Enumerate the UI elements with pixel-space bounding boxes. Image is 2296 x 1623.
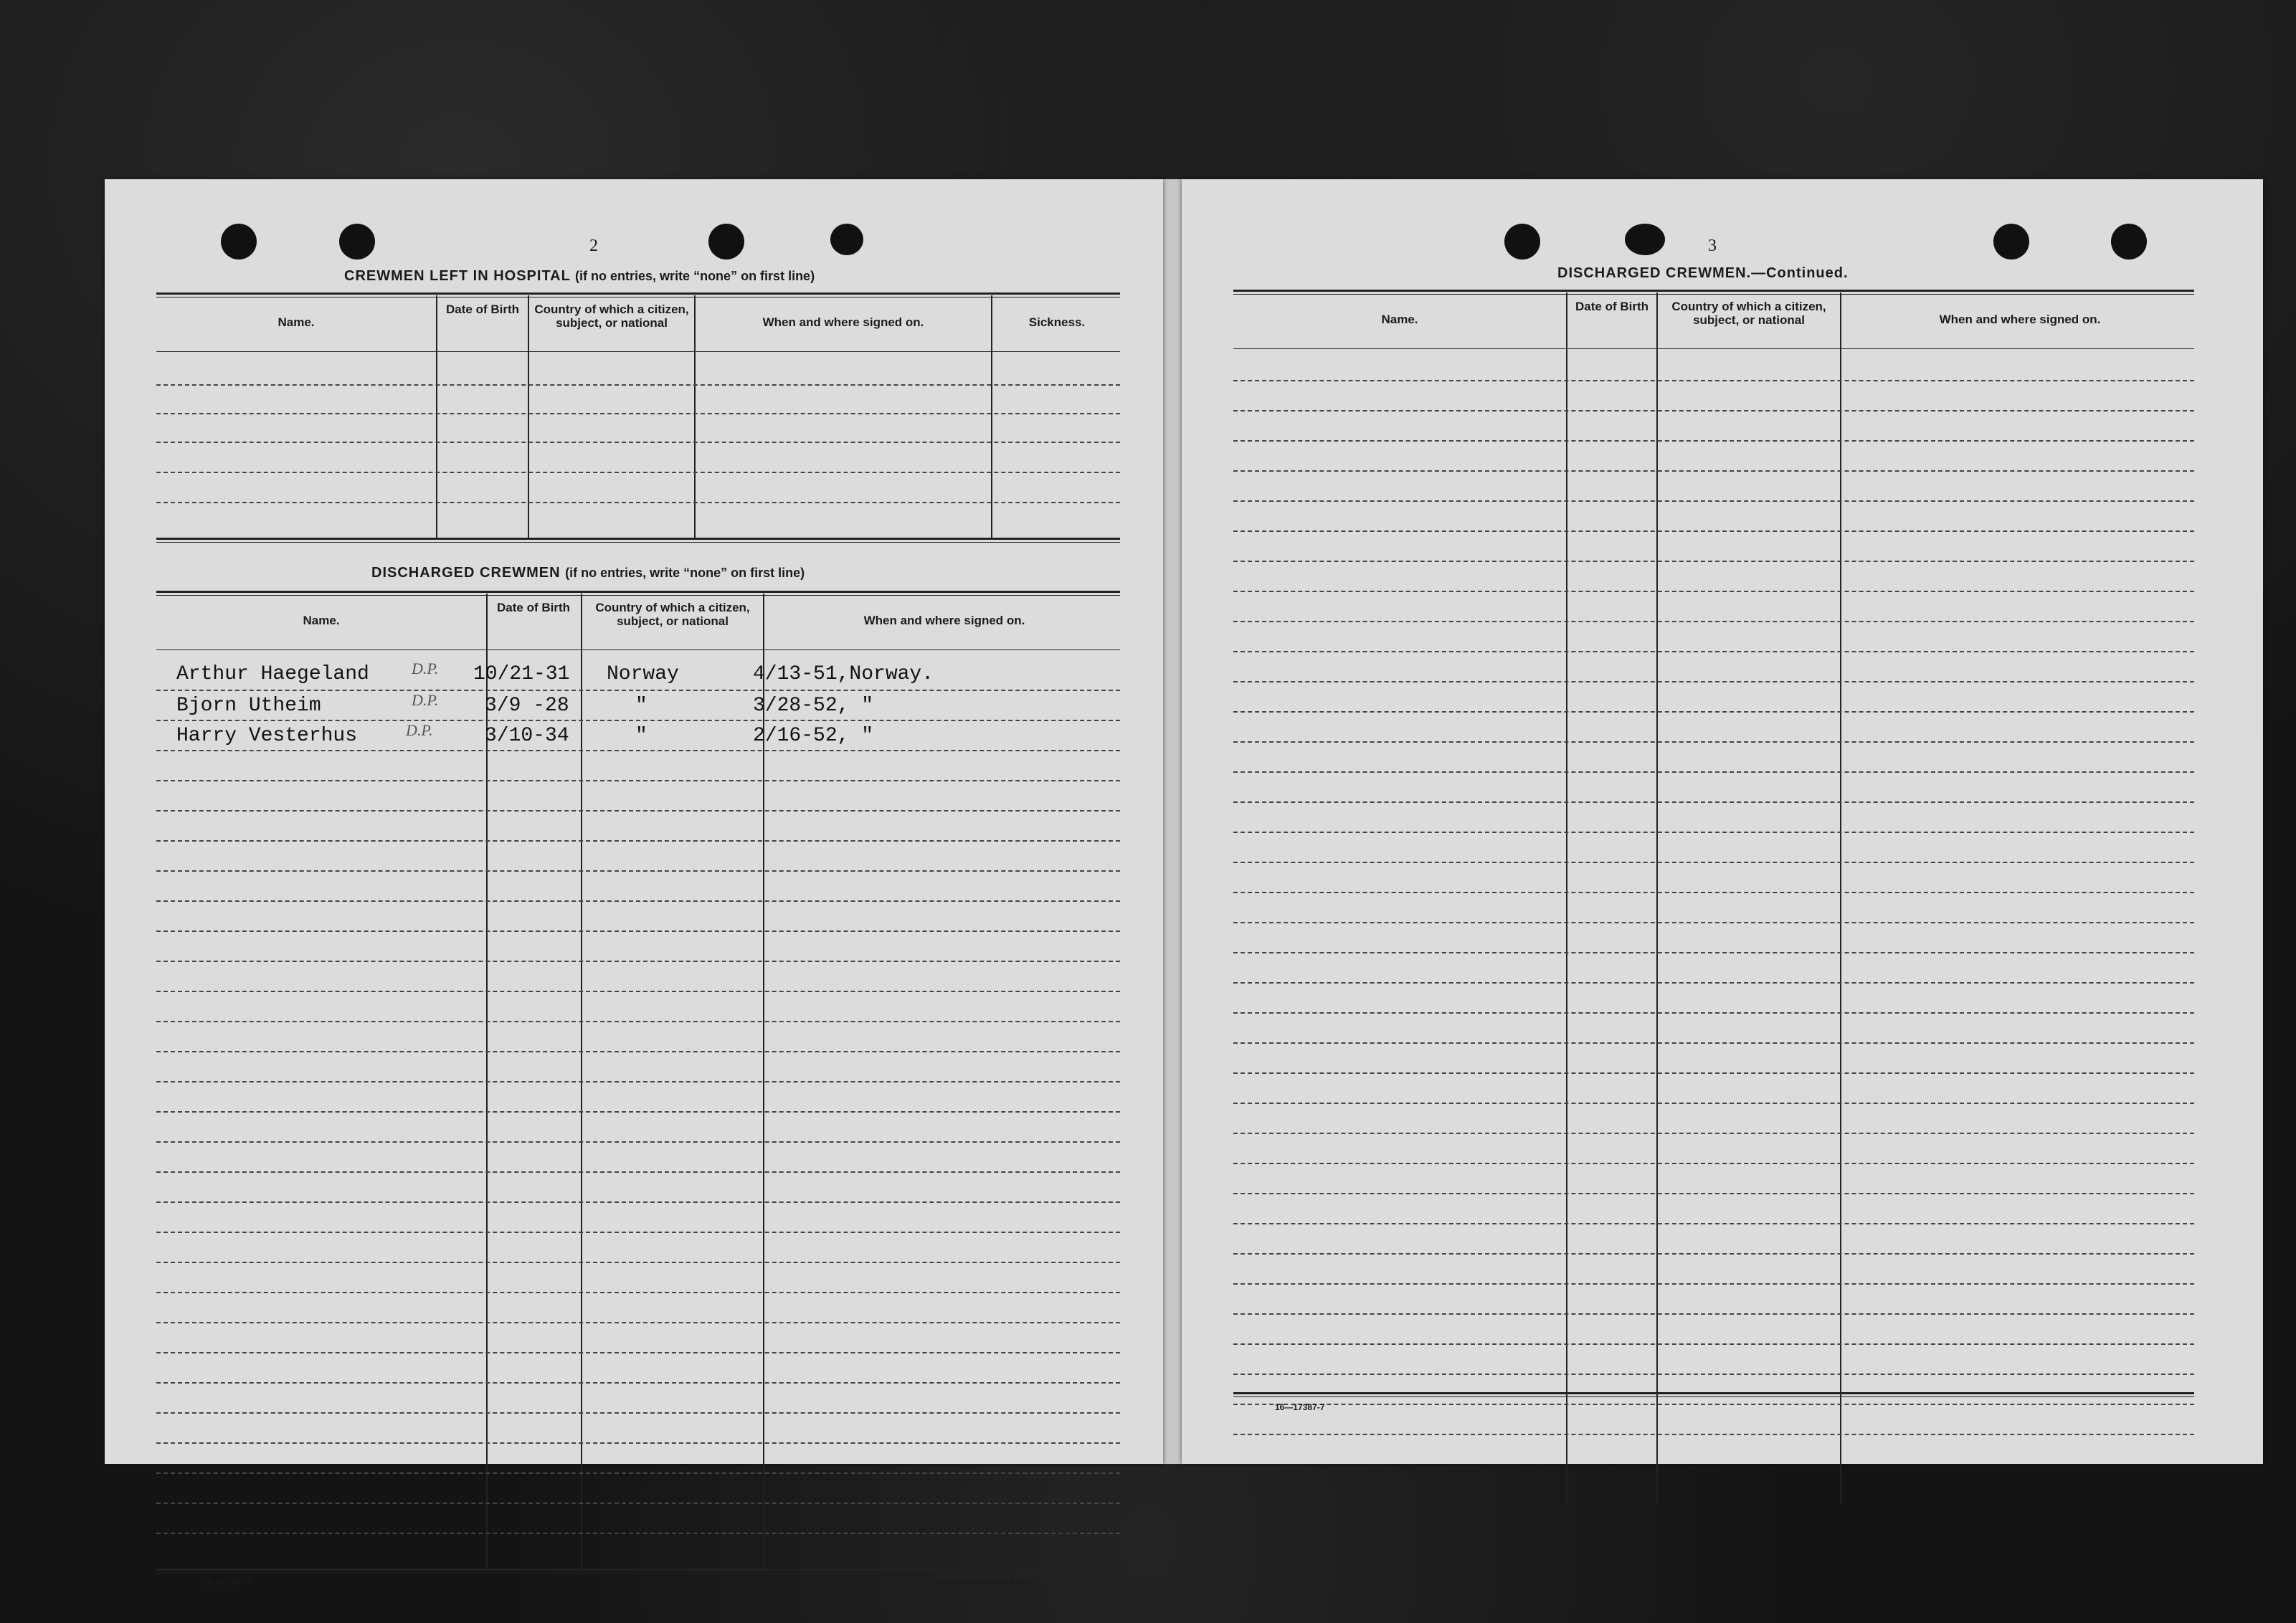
signed-on: 4/13-51,Norway. xyxy=(753,663,934,685)
punch-hole xyxy=(830,224,863,255)
header-name: Name. xyxy=(303,614,340,627)
left-page xyxy=(105,179,1163,1587)
date-of-birth: 3/10-34 xyxy=(485,725,569,747)
crewman-name: Bjorn Utheim xyxy=(176,695,321,717)
page-gutter xyxy=(1163,179,1182,1464)
header-country: Country of which a citizen, subject, or national xyxy=(595,601,750,628)
header-name: Name. xyxy=(277,315,315,329)
punch-hole xyxy=(1993,224,2029,260)
punch-hole xyxy=(1625,224,1665,255)
signed-on: 3/28-52, " xyxy=(753,695,874,717)
header-signed-on: When and where signed on. xyxy=(762,315,924,329)
header-signed-on: When and where signed on. xyxy=(1939,313,2101,326)
header-country: Country of which a citizen, subject, or national xyxy=(534,303,689,330)
table-bottom-rule xyxy=(156,1569,1120,1571)
header-rule xyxy=(156,351,1120,352)
continued-note: CONTINUED ON NEXT PAGE. xyxy=(934,1579,1033,1586)
discharged-section-title: DISCHARGED CREWMEN (if no entries, write “none” on first line) xyxy=(371,565,805,581)
header-signed-on: When and where signed on. xyxy=(863,614,1025,627)
page-number: 2 xyxy=(589,237,598,255)
header-rule xyxy=(156,649,1120,650)
page-number: 3 xyxy=(1708,237,1717,255)
table-top-rule xyxy=(1233,290,2194,292)
table-top-rule xyxy=(156,292,1120,295)
handwritten-mark: D.P. xyxy=(412,660,439,677)
form-code: 16—17387-7 xyxy=(202,1577,252,1587)
form-code: 16—17387-7 xyxy=(1275,1402,1325,1412)
header-date-of-birth: Date of Birth xyxy=(1575,300,1649,313)
column-divider xyxy=(1566,292,1567,1504)
table-bottom-rule xyxy=(1233,1392,2194,1394)
header-sickness: Sickness. xyxy=(1028,315,1086,329)
handwritten-mark: D.P. xyxy=(412,691,439,709)
signed-on: 2/16-52, " xyxy=(753,725,874,747)
hospital-section-title: CREWMEN LEFT IN HOSPITAL (if no entries, write “none” on first line) xyxy=(344,268,815,284)
column-divider xyxy=(1840,292,1841,1504)
punch-hole xyxy=(708,224,744,260)
table-top-rule xyxy=(156,591,1120,593)
date-of-birth: 10/21-31 xyxy=(473,663,570,685)
punch-hole xyxy=(2111,224,2147,260)
right-page xyxy=(1182,179,2263,1464)
header-date-of-birth: Date of Birth xyxy=(497,601,570,614)
punch-hole xyxy=(221,224,257,260)
header-name: Name. xyxy=(1381,313,1418,326)
header-date-of-birth: Date of Birth xyxy=(446,303,519,316)
punch-hole xyxy=(339,224,375,260)
date-of-birth: 3/9 -28 xyxy=(485,695,569,717)
header-country: Country of which a citizen, subject, or national xyxy=(1671,300,1826,327)
crewman-name: Arthur Haegeland xyxy=(176,663,369,685)
crewman-name: Harry Vesterhus xyxy=(176,725,358,747)
punch-hole xyxy=(1504,224,1540,260)
column-divider xyxy=(1656,292,1658,1504)
country: Norway xyxy=(607,663,679,685)
country: " xyxy=(635,695,647,717)
header-rule xyxy=(1233,348,2194,349)
country: " xyxy=(635,725,647,747)
table-bottom-rule xyxy=(156,538,1120,540)
column-divider xyxy=(581,594,582,1571)
section-title: DISCHARGED CREWMEN.—Continued. xyxy=(1557,265,1849,281)
handwritten-mark: D.P. xyxy=(406,721,433,739)
